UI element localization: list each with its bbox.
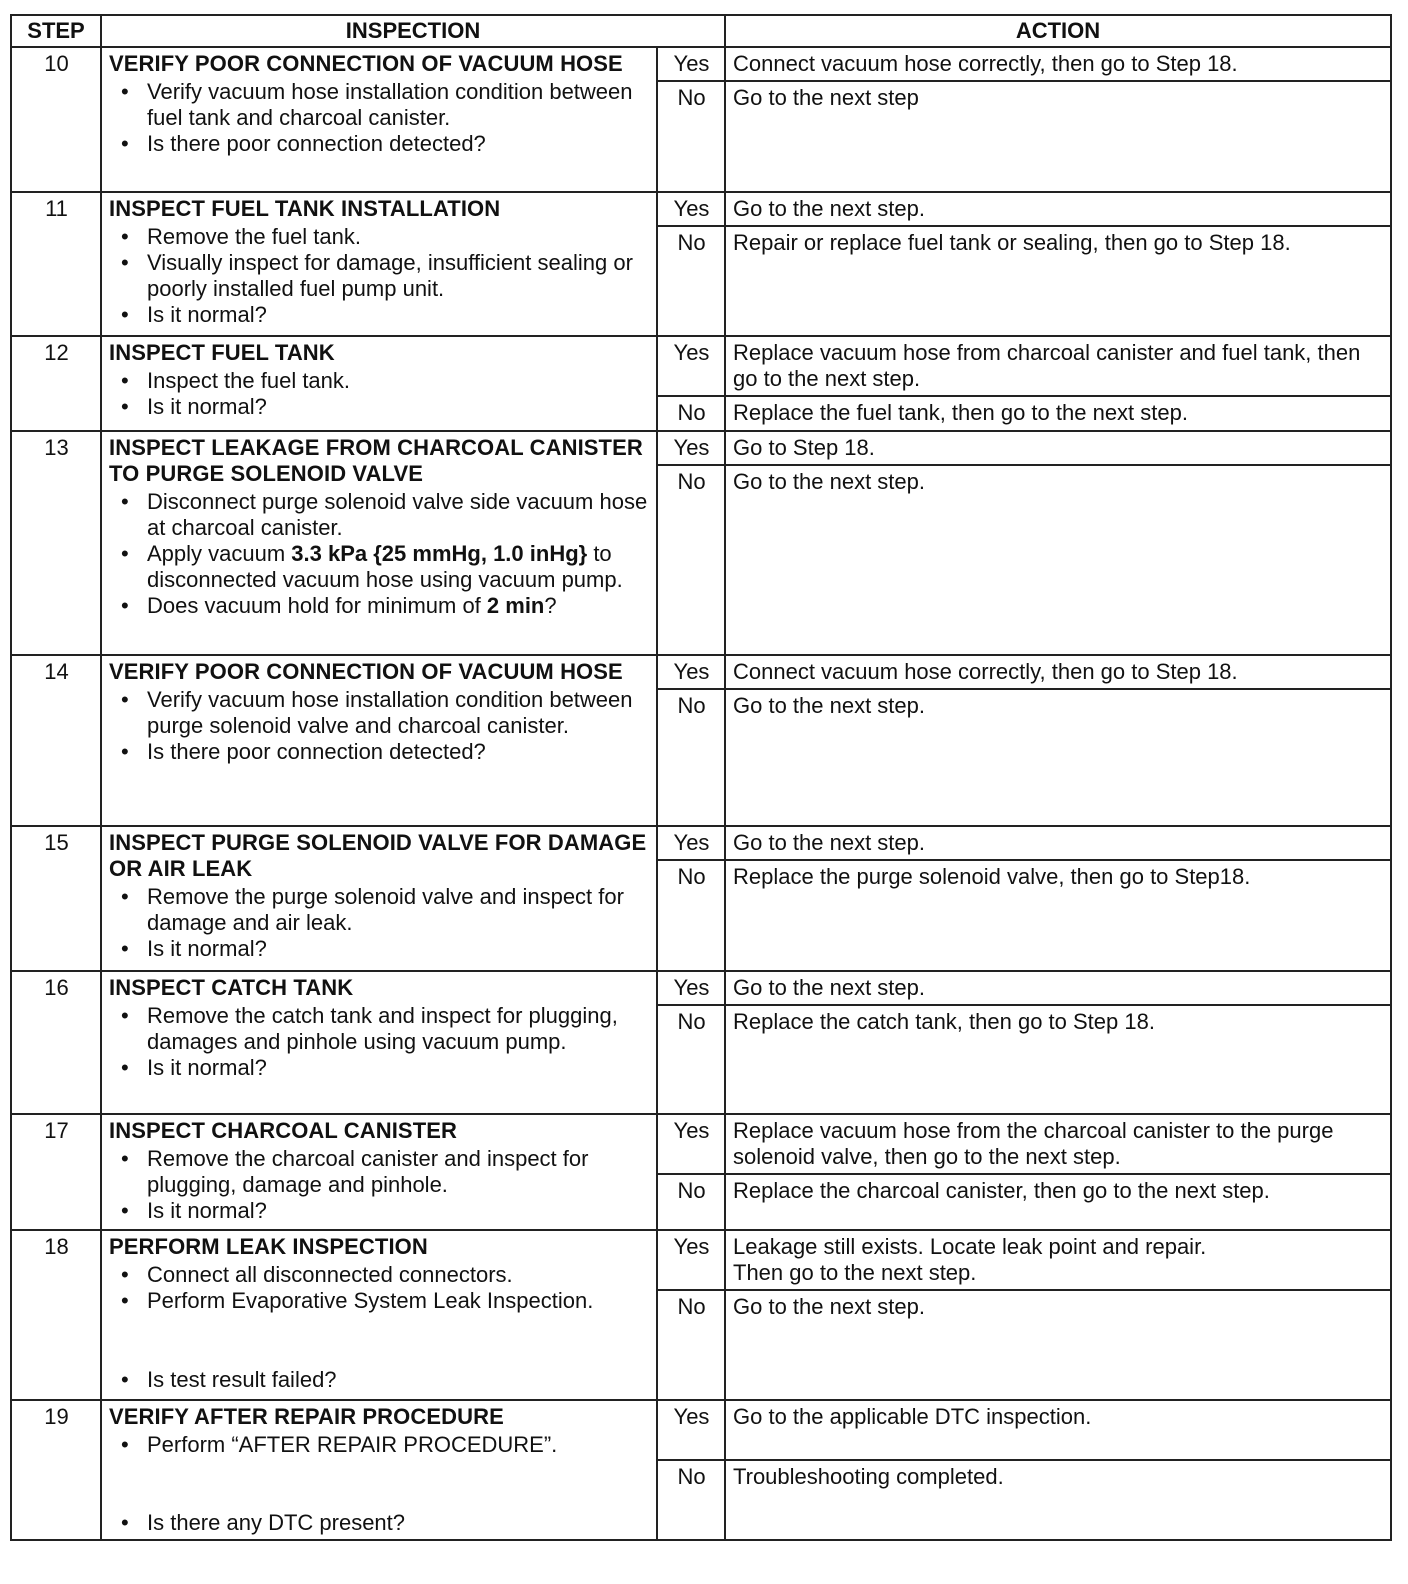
bullet-text: ? [544,593,557,618]
no-action: Repair or replace fuel tank or sealing, then go to Step 18. [725,226,1391,336]
troubleshooting-page [10,14,1398,1541]
step-number: 19 [11,1400,101,1540]
yes-label: Yes [657,655,725,689]
inspection-bullet [109,541,650,593]
inspection-bullets [109,687,650,765]
inspection-cell [101,826,657,971]
step-14-yes-row [11,655,1391,689]
bullet-text: Does vacuum hold for minimum of [147,593,487,618]
hold-time-spec: 2 min [486,593,545,618]
inspection-bullet: • Is it normal? [109,302,650,328]
inspection-title: PERFORM LEAK INSPECTION [109,1234,428,1259]
inspection-bullet: • Is there any DTC present? [109,1510,650,1536]
step-15-yes-row [11,826,1391,860]
yes-action: Connect vacuum hose correctly, then go to Step 18. [725,655,1391,689]
header-row [11,15,1391,47]
header-action: ACTION [725,15,1391,47]
inspection-bullet: • Is it normal? [109,394,650,420]
yes-action: Go to the next step. [725,192,1391,226]
step-17-yes-row [11,1114,1391,1174]
yes-action: Leakage still exists. Locate leak point and repair. [733,1234,1207,1259]
inspection-cell [101,971,657,1114]
step-10-yes-row [11,47,1391,81]
inspection-bullet: • Remove the fuel tank. [109,224,650,250]
no-action: Replace the purge solenoid valve, then go to Step18. [725,860,1391,971]
step-number: 14 [11,655,101,826]
no-label: No [657,689,725,826]
inspection-title: VERIFY POOR CONNECTION OF VACUUM HOSE [109,659,623,684]
inspection-bullets [109,1262,650,1393]
inspection-bullet: • Perform “AFTER REPAIR PROCEDURE”. [109,1432,650,1458]
inspection-cell [101,1400,657,1540]
inspection-bullet: • Is test result failed? [109,1367,650,1393]
inspection-bullets [109,884,650,962]
inspection-cell [101,431,657,655]
inspection-bullets [109,1146,650,1224]
yes-label: Yes [657,336,725,396]
inspection-cell [101,1230,657,1400]
header-inspection: INSPECTION [101,15,725,47]
no-action: Replace the fuel tank, then go to the next step. [725,396,1391,431]
inspection-bullet: • Is it normal? [109,936,650,962]
inspection-bullet: • Remove the charcoal canister and inspect for plugging, damage and pinhole. [109,1146,650,1198]
inspection-title: VERIFY AFTER REPAIR PROCEDURE [109,1404,504,1429]
no-action: Troubleshooting completed. [725,1460,1391,1540]
step-11-yes-row [11,192,1391,226]
yes-action: Go to the applicable DTC inspection. [725,1400,1391,1460]
yes-action: Go to Step 18. [725,431,1391,465]
step-number: 17 [11,1114,101,1230]
no-label: No [657,81,725,192]
no-label: No [657,1005,725,1114]
step-number: 13 [11,431,101,655]
no-label: No [657,1174,725,1230]
inspection-bullets [109,1432,650,1536]
inspection-title: INSPECT PURGE SOLENOID VALVE FOR DAMAGE OR AIR LEAK [109,830,647,881]
yes-label: Yes [657,1114,725,1174]
step-number: 10 [11,47,101,192]
inspection-bullet: • Inspect the fuel tank. [109,368,650,394]
inspection-bullet: • Is it normal? [109,1055,650,1081]
inspection-bullet: • Connect all disconnected connectors. [109,1262,650,1288]
yes-action: Replace vacuum hose from charcoal canister and fuel tank, then go to the next step. [725,336,1391,396]
yes-action: Go to the next step. [725,826,1391,860]
no-label: No [657,860,725,971]
inspection-title: VERIFY POOR CONNECTION OF VACUUM HOSE [109,51,623,76]
inspection-bullet: • Perform Evaporative System Leak Inspection. [109,1288,650,1314]
inspection-bullets [109,489,650,619]
inspection-title: INSPECT FUEL TANK [109,340,335,365]
step-12-yes-row [11,336,1391,396]
no-action: Go to the next step. [725,465,1391,655]
inspection-cell [101,655,657,826]
inspection-bullet: • Is it normal? [109,1198,650,1224]
inspection-cell [101,192,657,336]
yes-label: Yes [657,1400,725,1460]
inspection-bullets [109,1003,650,1081]
no-action: Replace the charcoal canister, then go to the next step. [725,1174,1391,1230]
inspection-bullet: • Verify vacuum hose installation condition between fuel tank and charcoal canister. [109,79,650,131]
inspection-cell [101,336,657,431]
inspection-cell [101,1114,657,1230]
inspection-cell [101,47,657,192]
inspection-title: INSPECT CHARCOAL CANISTER [109,1118,458,1143]
no-action: Go to the next step [725,81,1391,192]
inspection-bullet: • Is there poor connection detected? [109,739,650,765]
step-16-yes-row [11,971,1391,1005]
step-13-yes-row [11,431,1391,465]
bullet-text: to disconnected vacuum hose using vacuum pump. [147,541,623,592]
inspection-title: INSPECT LEAKAGE FROM CHARCOAL CANISTER TO PURGE SOLENOID VALVE [109,435,643,486]
no-label: No [657,226,725,336]
yes-action: Replace vacuum hose from the charcoal canister to the purge solenoid valve, then go to the next step. [725,1114,1391,1174]
header-step: STEP [11,15,101,47]
bullet-text: Apply vacuum [147,541,292,566]
inspection-bullets [109,368,650,420]
yes-action: Connect vacuum hose correctly, then go to Step 18. [725,47,1391,81]
no-label: No [657,465,725,655]
inspection-bullet: • Remove the purge solenoid valve and inspect for damage and air leak. [109,884,650,936]
inspection-bullet: • Visually inspect for damage, insufficient sealing or poorly installed fuel pump unit. [109,250,650,302]
step-number: 11 [11,192,101,336]
inspection-bullet: • Remove the catch tank and inspect for plugging, damages and pinhole using vacuum pump. [109,1003,650,1055]
step-18-yes-row [11,1230,1391,1290]
inspection-title: INSPECT FUEL TANK INSTALLATION [109,196,501,221]
vacuum-spec: 3.3 kPa {25 mmHg, 1.0 inHg} [291,541,588,566]
inspection-bullet [109,593,650,619]
no-action: Go to the next step. [725,1290,1391,1400]
inspection-bullets [109,79,650,157]
inspection-bullet: • Verify vacuum hose installation condition between purge solenoid valve and charcoal canister. [109,687,650,739]
step-number: 18 [11,1230,101,1400]
step-number: 15 [11,826,101,971]
no-label: No [657,1460,725,1540]
yes-label: Yes [657,47,725,81]
yes-label: Yes [657,1230,725,1290]
step-number: 16 [11,971,101,1114]
yes-label: Yes [657,971,725,1005]
no-label: No [657,396,725,431]
no-action: Go to the next step. [725,689,1391,826]
troubleshooting-table [10,14,1392,1541]
yes-action-cell [725,1230,1391,1290]
yes-label: Yes [657,192,725,226]
yes-label: Yes [657,826,725,860]
yes-action: Go to the next step. [725,971,1391,1005]
yes-label: Yes [657,431,725,465]
no-action: Replace the catch tank, then go to Step 18. [725,1005,1391,1114]
step-19-yes-row [11,1400,1391,1460]
no-label: No [657,1290,725,1400]
inspection-title: INSPECT CATCH TANK [109,975,354,1000]
inspection-bullet: • Disconnect purge solenoid valve side vacuum hose at charcoal canister. [109,489,650,541]
inspection-bullets [109,224,650,328]
inspection-bullet: • Is there poor connection detected? [109,131,650,157]
step-number: 12 [11,336,101,431]
yes-action-continued: Then go to the next step. [733,1260,977,1285]
